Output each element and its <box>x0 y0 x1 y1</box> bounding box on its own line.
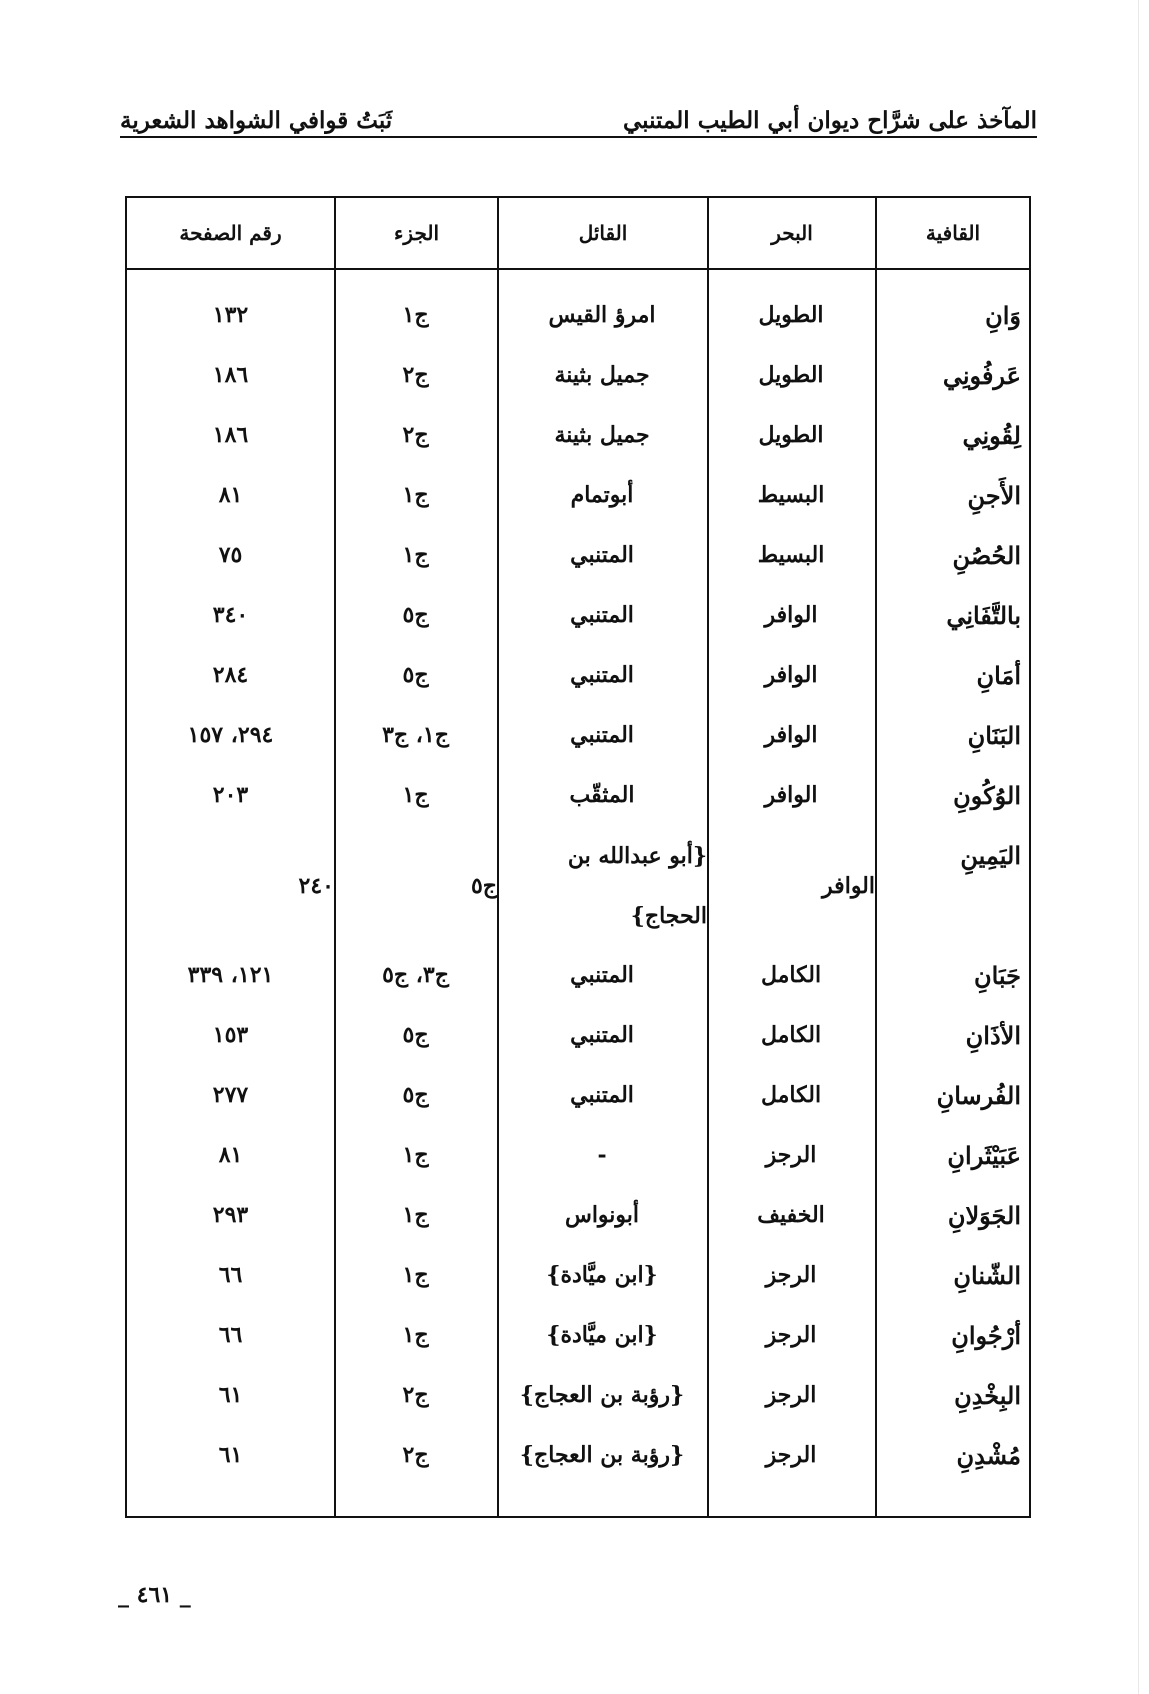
cell-qail: {ابن ميَّادة} <box>546 1262 658 1289</box>
header-qail: القائل <box>497 198 707 268</box>
table-row <box>127 586 1029 646</box>
table-row <box>127 1246 1029 1306</box>
cell-juz: ج٥ <box>402 1022 429 1049</box>
cell-juz: ج٥ <box>402 602 429 629</box>
table-row <box>127 1366 1029 1426</box>
cell-bahr: البسيط <box>757 482 825 509</box>
cell-bahr: الكامل <box>760 1082 822 1109</box>
cell-qail: المتنبي <box>570 662 634 689</box>
cell-qail: المتنبي <box>570 962 634 989</box>
cell-juz: ج١ <box>402 1202 429 1229</box>
table-row <box>127 406 1029 466</box>
cell-bahr: الرجز <box>765 1382 817 1409</box>
header-page: رقم الصفحة <box>179 221 282 245</box>
cell-juz: ج٢ <box>402 422 429 449</box>
table-row <box>127 646 1029 706</box>
table-row <box>127 766 1029 826</box>
cell-qafia: الحُصُنِ <box>952 541 1021 571</box>
cell-qafia: أمَانِ <box>976 661 1021 691</box>
cell-qafia: البِخْدِنِ <box>954 1381 1021 1411</box>
cell-qail: المتنبي <box>570 1022 634 1049</box>
header-section-title: ثَبَتُ قوافي الشواهد الشعرية <box>120 107 393 134</box>
cell-qail: جميل بثينة <box>554 422 650 449</box>
cell-juz: ج٢ <box>402 362 429 389</box>
cell-qail: المتنبي <box>570 722 634 749</box>
table-row <box>127 1006 1029 1066</box>
cell-qafia: الأذَانِ <box>965 1021 1021 1051</box>
cell-qail: المثقّب <box>569 782 635 809</box>
header-book-title: المآخذ على شرَّاح ديوان أبي الطيب المتنبي <box>623 107 1037 134</box>
cell-page: ٨١ <box>218 482 243 509</box>
table-row <box>127 826 1029 946</box>
cell-qail-continuation: الحجاج} <box>630 903 707 929</box>
header-bahr: البحر <box>707 198 875 268</box>
cell-bahr: الكامل <box>760 962 822 989</box>
cell-page <box>127 826 334 946</box>
table-row <box>127 1306 1029 1366</box>
cell-qafia: أرْجُوانِ <box>951 1321 1021 1351</box>
cell-qafia: مُشْدِنِ <box>956 1441 1021 1471</box>
table-row <box>127 946 1029 1006</box>
page-number: _ ٤٦١ _ <box>118 1582 191 1608</box>
cell-qafia: عَرفُونِي <box>942 361 1021 391</box>
rhymes-table <box>125 196 1031 1518</box>
cell-qail: المتنبي <box>570 1082 634 1109</box>
cell-qail-text: {أبو عبدالله بن <box>567 843 707 869</box>
cell-bahr: الخفيف <box>757 1202 825 1229</box>
cell-page: ٨١ <box>218 1142 243 1169</box>
table-row <box>127 1186 1029 1246</box>
cell-juz-text: ج٥ <box>470 873 497 899</box>
table-row <box>127 1426 1029 1486</box>
cell-qafia: وَانِ <box>985 301 1021 331</box>
cell-qafia: الجَوَلانِ <box>947 1201 1021 1231</box>
cell-juz: ج١ <box>402 782 429 809</box>
cell-qail: أبوتمام <box>570 482 634 509</box>
cell-qafia: جَبَانِ <box>973 961 1021 991</box>
cell-juz: ج١، ج٣ <box>382 722 449 749</box>
cell-juz: ج٢ <box>402 1442 429 1469</box>
cell-qail: جميل بثينة <box>554 362 650 389</box>
cell-juz: ج١ <box>402 1262 429 1289</box>
cell-qail: {رؤبة بن العجاج} <box>519 1442 685 1469</box>
cell-bahr: الرجز <box>765 1442 817 1469</box>
cell-bahr: الطويل <box>758 422 824 449</box>
cell-qail: المتنبي <box>570 542 634 569</box>
table-row <box>127 1066 1029 1126</box>
table-row <box>127 526 1029 586</box>
cell-page: ١٨٦ <box>212 362 249 389</box>
cell-bahr: الوافر <box>764 782 818 809</box>
header-juz: الجزء <box>334 198 497 268</box>
cell-qafia: البَنَانِ <box>967 721 1021 751</box>
cell-page: ٢٧٧ <box>212 1082 249 1109</box>
scan-edge-line <box>1138 0 1139 1694</box>
cell-page: ١٣٢ <box>212 302 249 329</box>
cell-qafia-text: اليَمِينِ <box>960 841 1021 870</box>
cell-page: ١٨٦ <box>212 422 249 449</box>
cell-qafia: الأَجنِ <box>967 481 1021 511</box>
cell-qail <box>497 826 707 946</box>
cell-bahr: الطويل <box>758 302 824 329</box>
cell-juz: ج١ <box>402 482 429 509</box>
cell-qafia: الفُرسانِ <box>936 1081 1021 1111</box>
cell-qafia: الشّنانِ <box>953 1261 1021 1291</box>
running-header <box>120 88 1037 134</box>
table-row <box>127 346 1029 406</box>
cell-page: ٢٩٣ <box>212 1202 249 1229</box>
header-rule <box>120 136 1037 138</box>
cell-bahr: الكامل <box>760 1022 822 1049</box>
cell-juz: ج١ <box>402 542 429 569</box>
cell-page: ٧٥ <box>218 542 243 569</box>
cell-page-text: ٢٤٠ <box>298 873 334 899</box>
table-row <box>127 286 1029 346</box>
cell-page: ٦١ <box>218 1442 243 1469</box>
cell-qafia: بالتَّفَانِي <box>946 601 1021 631</box>
cell-qafia: الوُكُونِ <box>953 781 1021 811</box>
table-rows <box>127 286 1029 1486</box>
table-row <box>127 466 1029 526</box>
cell-qafia: عَبَيْثَرانِ <box>947 1141 1021 1171</box>
cell-page: ٣٤٠ <box>212 602 249 629</box>
cell-bahr: الرجز <box>765 1322 817 1349</box>
cell-qail: أبونواس <box>564 1202 640 1229</box>
cell-page: ١٢١، ٣٣٩ <box>187 962 274 989</box>
cell-qafia <box>875 826 1029 946</box>
table-row <box>127 706 1029 766</box>
cell-bahr: البسيط <box>757 542 825 569</box>
cell-juz <box>334 826 497 946</box>
table-header <box>127 198 1029 270</box>
cell-juz: ج١ <box>402 1322 429 1349</box>
cell-juz: ج٣، ج٥ <box>382 962 449 989</box>
cell-juz: ج١ <box>402 302 429 329</box>
cell-page: ٦١ <box>218 1382 243 1409</box>
cell-page: ٢٩٤، ١٥٧ <box>187 722 274 749</box>
header-qafia: القافية <box>875 198 1029 268</box>
cell-page: ٢٨٤ <box>212 662 249 689</box>
cell-qail: امرؤ القيس <box>548 302 656 329</box>
table-row <box>127 1126 1029 1186</box>
cell-page: ٢٠٣ <box>212 782 249 809</box>
cell-qail: - <box>597 1142 607 1169</box>
cell-bahr: الوافر <box>764 602 818 629</box>
cell-bahr: الرجز <box>765 1142 817 1169</box>
cell-juz: ج٥ <box>402 662 429 689</box>
cell-qafia: لِقُونِي <box>962 421 1021 451</box>
cell-bahr: الطويل <box>758 362 824 389</box>
cell-bahr: الرجز <box>765 1262 817 1289</box>
cell-juz: ج٥ <box>402 1082 429 1109</box>
cell-qail: {ابن ميَّادة} <box>546 1322 658 1349</box>
cell-page: ٦٦ <box>218 1322 243 1349</box>
cell-juz: ج٢ <box>402 1382 429 1409</box>
cell-bahr: الوافر <box>764 722 818 749</box>
cell-qail: {رؤبة بن العجاج} <box>519 1382 685 1409</box>
cell-page: ١٥٣ <box>212 1022 249 1049</box>
cell-bahr: الوافر <box>764 662 818 689</box>
cell-juz: ج١ <box>402 1142 429 1169</box>
cell-bahr-text: الوافر <box>822 873 875 899</box>
cell-qail: المتنبي <box>570 602 634 629</box>
cell-bahr <box>707 826 875 946</box>
cell-page: ٦٦ <box>218 1262 243 1289</box>
